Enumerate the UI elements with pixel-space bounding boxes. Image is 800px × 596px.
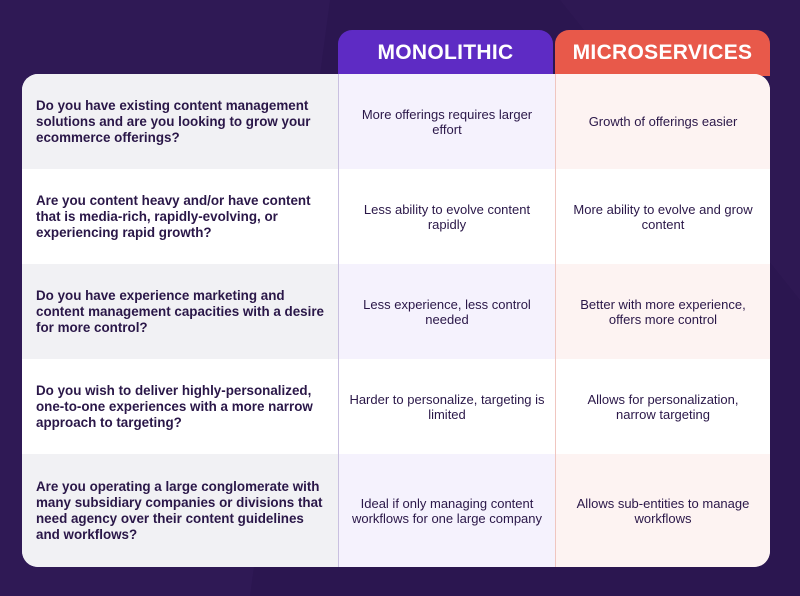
- microservices-cell: Better with more experience, offers more control: [555, 264, 770, 359]
- question-cell: Are you operating a large conglomerate with many subsidiary companies or divisions that need agency over their content guidelines and workflows?: [22, 454, 338, 567]
- microservices-cell: Growth of offerings easier: [555, 74, 770, 169]
- question-cell: Do you have experience marketing and content management capacities with a desire for more control?: [22, 264, 338, 359]
- monolithic-cell: Ideal if only managing content workflows for one large company: [338, 454, 555, 567]
- question-cell: Do you wish to deliver highly-personalized, one-to-one experiences with a more narrow approach to targeting?: [22, 359, 338, 454]
- monolithic-cell: Less ability to evolve content rapidly: [338, 169, 555, 264]
- table-row: [22, 454, 770, 567]
- comparison-table: [22, 74, 770, 567]
- microservices-cell: Allows sub-entities to manage workflows: [555, 454, 770, 567]
- monolithic-cell: More offerings requires larger effort: [338, 74, 555, 169]
- table-row: [22, 169, 770, 264]
- monolithic-cell: Harder to personalize, targeting is limited: [338, 359, 555, 454]
- table-row: [22, 359, 770, 454]
- question-cell: Do you have existing content management solutions and are you looking to grow your ecommerce offerings?: [22, 74, 338, 169]
- microservices-cell: More ability to evolve and grow content: [555, 169, 770, 264]
- header-monolithic: MONOLITHIC: [338, 30, 553, 76]
- header-microservices: MICROSERVICES: [555, 30, 770, 76]
- table-row: [22, 74, 770, 169]
- table-row: [22, 264, 770, 359]
- question-cell: Are you content heavy and/or have content that is media-rich, rapidly-evolving, or experiencing rapid growth?: [22, 169, 338, 264]
- monolithic-cell: Less experience, less control needed: [338, 264, 555, 359]
- microservices-cell: Allows for personalization, narrow targeting: [555, 359, 770, 454]
